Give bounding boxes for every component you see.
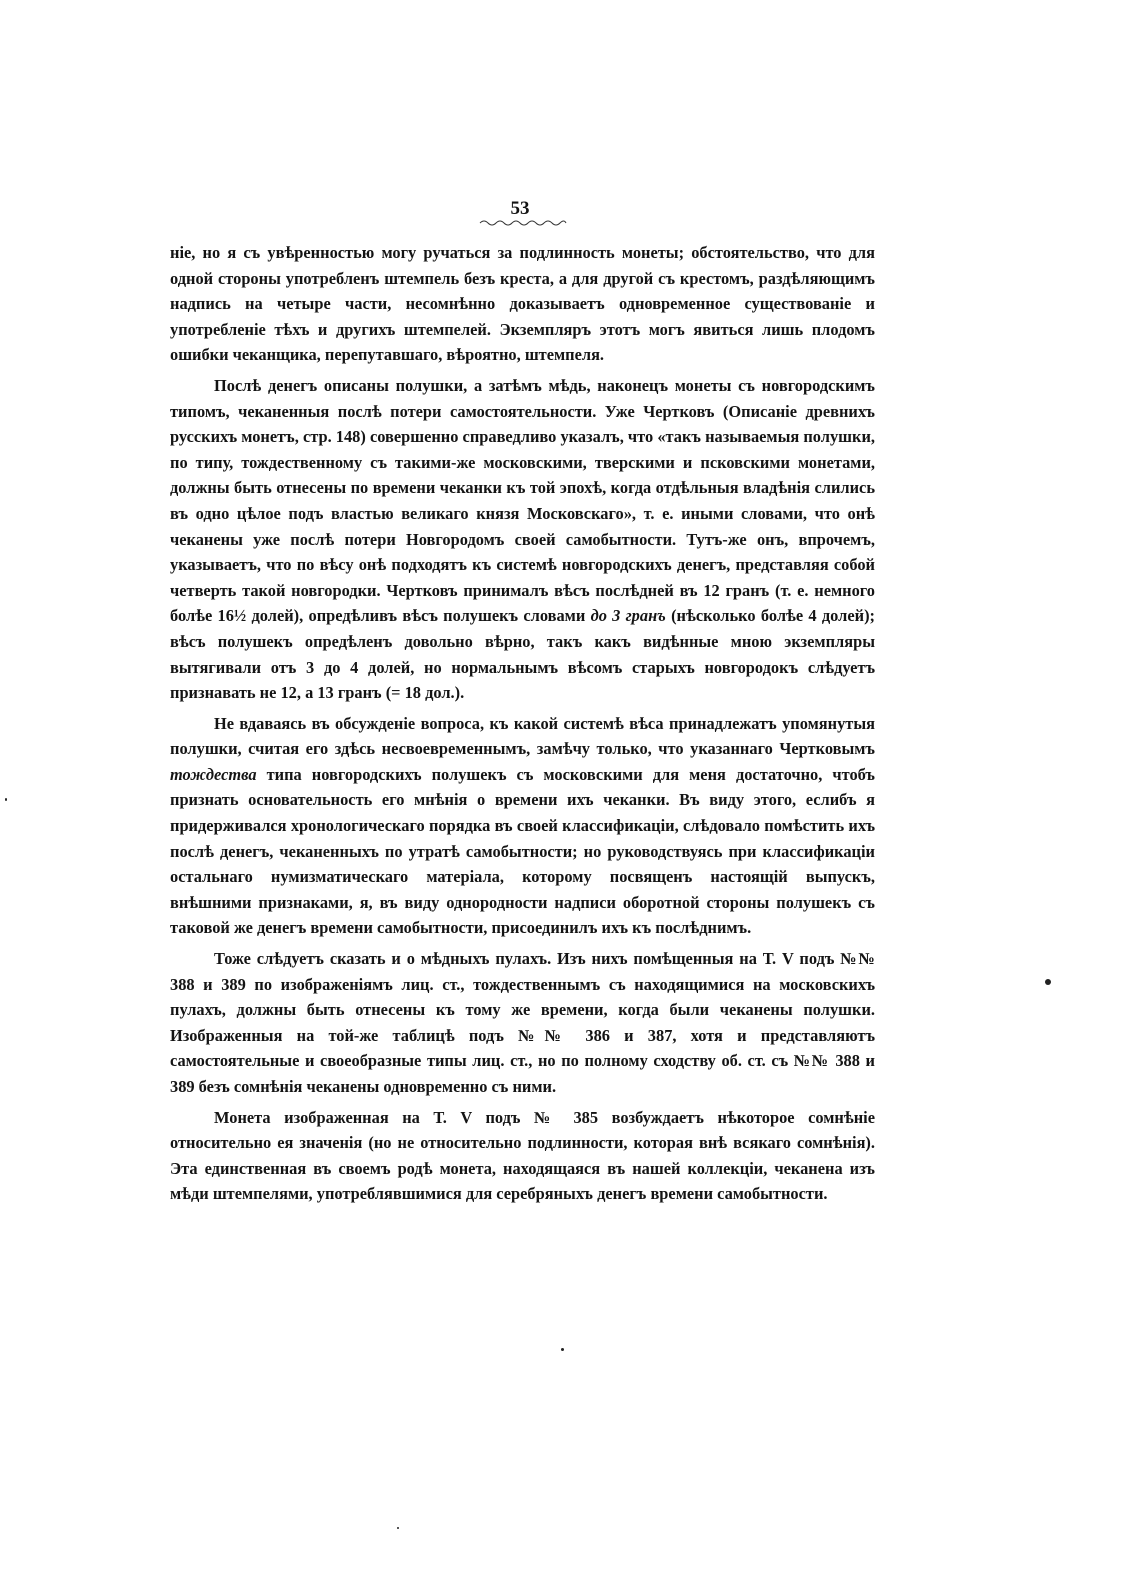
page-number-ornament <box>478 218 568 226</box>
text-run: (нѣсколько болѣе 4 долей); вѣсъ полушекъ опредѣленъ довольно вѣрно, такъ какъ видѣнные мною экземпляры вытягивали отъ 3 до 4 долей, но нормальнымъ вѣсомъ старыхъ новгородокъ слѣдуетъ признавать не 12, а 13 гранъ (= 18 дол.). <box>170 606 875 703</box>
text-run: ніе, но я съ увѣренностью могу ручаться за подлинность монеты; обстоятельство, что для одной стороны употребленъ штемпель безъ креста, а для другой съ крестомъ, раздѣляющимъ надпись на четыре части, несомнѣнно доказываетъ одновременное существованіе и употребленіе тѣхъ и другихъ штемпелей. Экземпляръ этотъ могъ явиться лишь плодомъ ошибки чеканщика, перепутавшаго, вѣроятно, штемпеля. <box>170 243 875 365</box>
italic-phrase: до 3 гранъ <box>590 606 666 626</box>
scan-speck <box>561 1348 564 1351</box>
scan-speck <box>1045 979 1051 985</box>
text-run: типа новгородскихъ полушекъ съ московскими для меня достаточно, чтобъ признать основательность его мнѣнія о времени ихъ чеканки. Въ виду этого, еслибъ я придерживался хронологическаго порядка въ своей классификаціи, слѣдовало помѣстить ихъ послѣ денегъ, чеканенныхъ по утратѣ самобытности; но руководствуясь при классификаціи остальнаго нумизматическаго матеріала, которому посвященъ настоящій выпускъ, внѣшними признаками, я, въ виду однородности надписи оборотной стороны полушекъ съ таковой же денегъ времени самобытности, присоединилъ ихъ къ послѣднимъ. <box>170 764 875 938</box>
paragraph <box>170 373 875 706</box>
page-number: 53 <box>510 198 530 219</box>
scan-speck <box>5 798 7 801</box>
paragraph <box>170 240 875 368</box>
scan-speck <box>397 1527 399 1529</box>
paragraph <box>170 946 875 1100</box>
text-run: Не вдаваясь въ обсужденіе вопроса, къ какой системѣ вѣса принадлежатъ упомянутыя полушки, считая его здѣсь несвоевременнымъ, замѣчу только, что указаннаго Чертковымъ <box>170 713 875 759</box>
text-run: Монета изображенная на Т. V подъ № 385 возбуждаетъ нѣкоторое сомнѣніе относительно ея значенія (но не относительно подлинности, которая внѣ всякаго сомнѣнія). Эта единственная въ своемъ родѣ монета, находящаяся въ нашей коллекціи, чеканена изъ мѣди штемпелями, употреблявшимися для серебряныхъ денегъ времени самобытности. <box>170 1107 875 1204</box>
paragraph <box>170 711 875 941</box>
paragraph <box>170 1105 875 1207</box>
text-run: Послѣ денегъ описаны полушки, а затѣмъ мѣдь, наконецъ монеты съ новгородскимъ типомъ, чеканенныя послѣ потери самостоятельности. Уже Чертковъ (Описаніе древнихъ русскихъ монетъ, стр. 148) совершенно справедливо указалъ, что «такъ называемыя полушки, по типу, тождественному съ такими-же московскими, тверскими и псковскими монетами, должны быть отнесены по времени чеканки къ той эпохѣ, когда отдѣльныя владѣнія слились въ одно цѣлое подъ властью великаго князя Московскаго», т. е. иными словами, что онѣ чеканены уже послѣ потери Новгородомъ своей самобытности. Тутъ-же онъ, впрочемъ, указываетъ, что по вѣсу онѣ подходятъ къ системѣ новгородскихъ денегъ, представляя собой четверть такой новгородки. Чертковъ принималъ вѣсъ послѣдней въ 12 гранъ (т. е. немного болѣе 16½ долей), опредѣливъ вѣсъ полушекъ словами <box>170 375 875 626</box>
text-run: Тоже слѣдуетъ сказать и о мѣдныхъ пулахъ. Изъ нихъ помѣщенныя на Т. V подъ №№ 388 и 389 по изображеніямъ лиц. ст., тождественнымъ съ находящимися на московскихъ пулахъ, должны быть отнесены къ тому же времени, когда были чеканены полушки. Изображенныя на той-же таблицѣ подъ №№ 386 и 387, хотя и представляютъ самостоятельные и своеобразные типы лиц. ст., но по полному сходству об. ст. съ №№ 388 и 389 безъ сомнѣнія чеканены одновременно съ ними. <box>170 949 875 1096</box>
italic-phrase: тождества <box>170 764 257 784</box>
body-text <box>170 240 875 1212</box>
